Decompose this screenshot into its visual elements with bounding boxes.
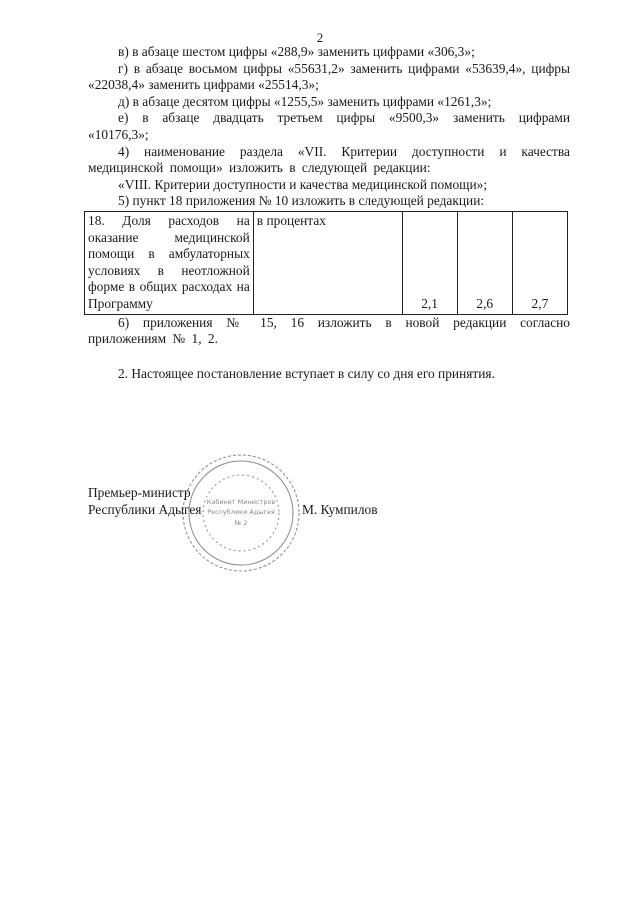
document-body [88, 44, 570, 382]
svg-text:Кабинет Министров: Кабинет Министров [206, 498, 276, 506]
value-cell-2: 2,6 [457, 211, 512, 314]
signatory-title-line-1: Премьер-министр [88, 485, 191, 500]
item-g: г) в абзаце восьмом цифры «55631,2» заменить цифрами «53639,4», цифры «22038,4» заменить цифрами «25514,3»; [88, 60, 570, 93]
signatory-name: М. Кумпилов [302, 502, 378, 517]
indicator-cell: 18. Доля расходов на оказание медицинской помощи в амбулаторных условиях в неотложной форме в общих расходах на Программу [85, 211, 254, 314]
item-6: 6) приложения № 15, 16 изложить в новой редакции согласно приложениям № 1, 2. [88, 314, 570, 347]
svg-text:№ 2: № 2 [234, 519, 248, 527]
signatory-title-line-2: Республики Адыгея [88, 502, 202, 517]
item-d: д) в абзаце десятом цифры «1255,5» заменить цифрами «1261,3»; [118, 93, 492, 109]
scan-footer [0, 888, 640, 898]
signatory-title [88, 484, 308, 518]
page-number: 2 [316, 30, 324, 45]
table-row [85, 211, 568, 314]
clause-2: 2. Настоящее постановление вступает в силу со дня его принятия. [118, 365, 495, 381]
unit-cell: в процентах [253, 211, 402, 314]
item-5: 5) пункт 18 приложения № 10 изложить в следующей редакции: [118, 193, 485, 209]
item-4: 4) наименование раздела «VII. Критерии доступности и качества медицинской помощи» изложить в следующей редакции: [88, 143, 570, 176]
svg-text:Республики Адыгея: Республики Адыгея [207, 508, 275, 516]
item-v: в) в абзаце шестом цифры «288,9» заменить цифрами «306,3»; [118, 44, 475, 59]
item-e: е) в абзаце двадцать третьем цифры «9500,3» заменить цифрами «10176,3»; [88, 110, 570, 142]
item-4-quote: «VIII. Критерии доступности и качества медицинской помощи»; [118, 176, 488, 192]
value-cell-1: 2,1 [402, 211, 457, 314]
amendment-table [84, 211, 568, 315]
value-cell-3: 2,7 [512, 211, 567, 314]
